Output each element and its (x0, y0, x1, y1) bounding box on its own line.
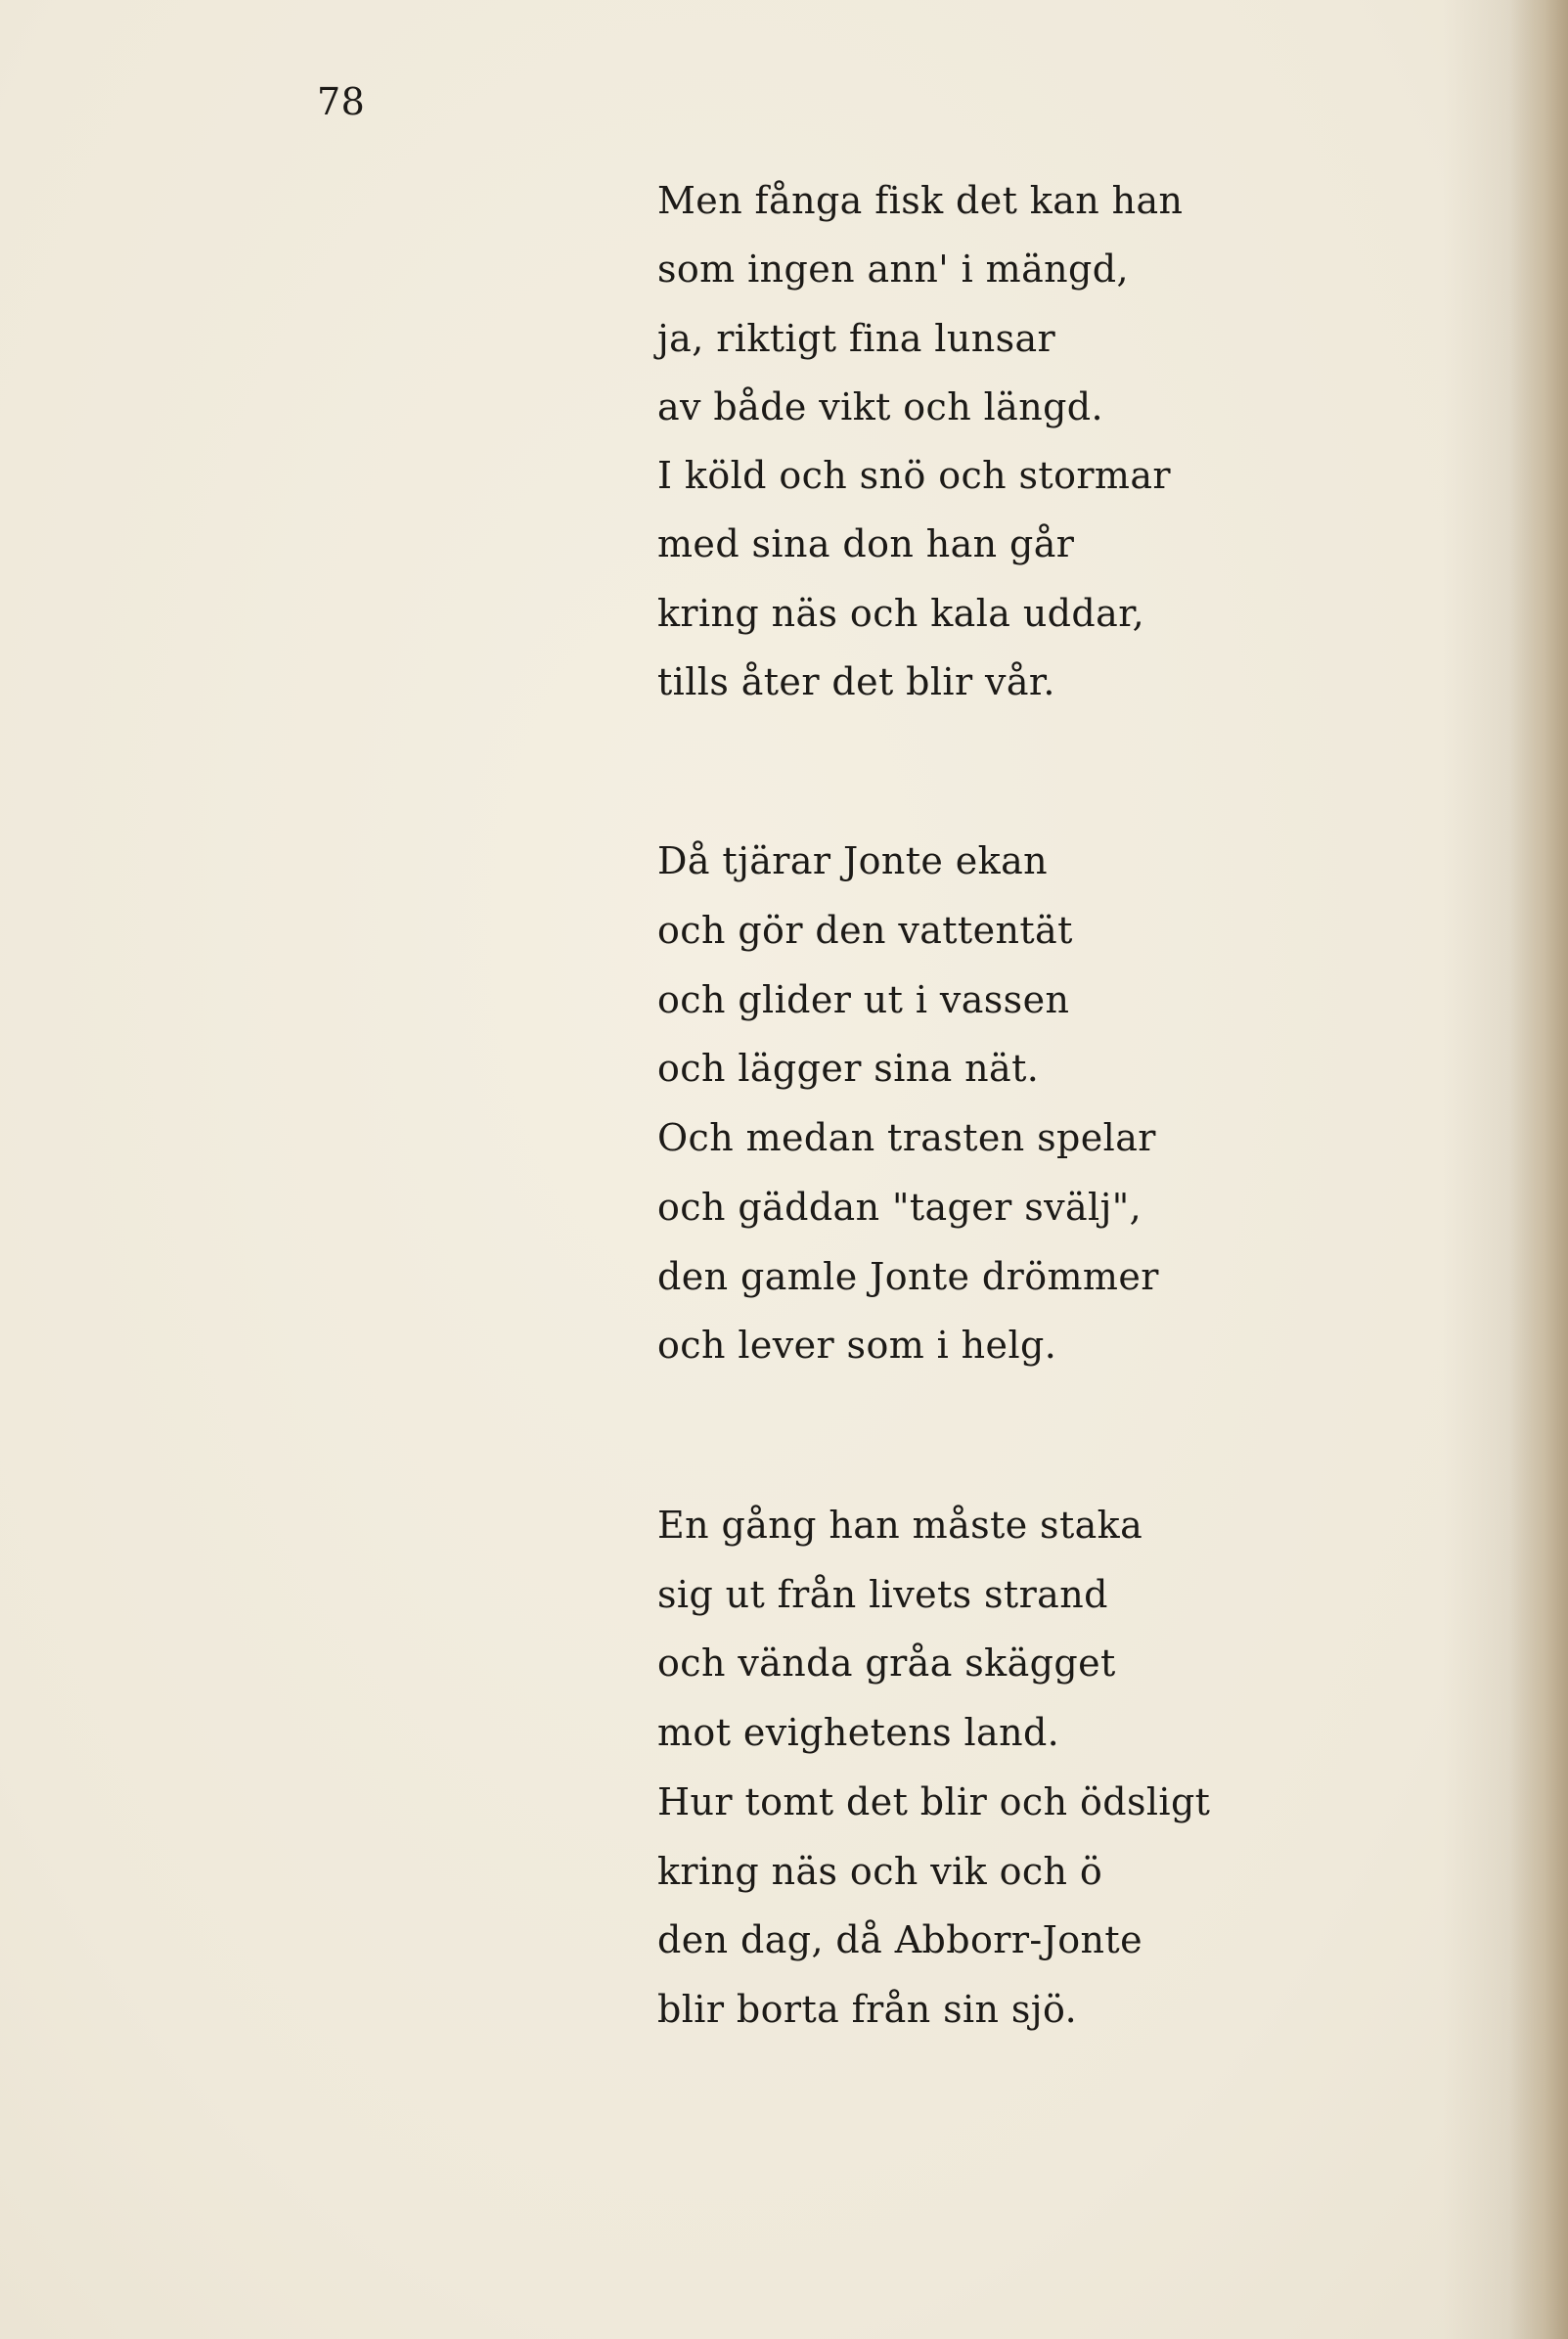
poem-line: och gäddan "tager svälj", (657, 1185, 1142, 1229)
page-number: 78 (317, 80, 366, 123)
stanza-1 (657, 166, 1283, 716)
stanza-2 (657, 827, 1283, 1380)
poem-line: av både vikt och längd. (657, 384, 1103, 428)
poem-line: den gamle Jonte drömmer (657, 1254, 1159, 1298)
poem-line: den dag, då Abborr-Jonte (657, 1918, 1142, 1962)
poem-line: I köld och snö och stormar (657, 454, 1171, 498)
poem-line: Då tjärar Jonte ekan (657, 839, 1049, 883)
poem-line: mot evighetens land. (657, 1711, 1060, 1755)
poem-line: Hur tomt det blir och ödsligt (657, 1779, 1211, 1823)
poem-line: och vända gråa skägget (657, 1642, 1116, 1686)
poem-line: sig ut från livets strand (657, 1572, 1108, 1616)
poem-line: kring näs och kala uddar, (657, 591, 1145, 635)
poem-line: och glider ut i vassen (657, 977, 1070, 1021)
poem-line: och lägger sina nät. (657, 1047, 1040, 1091)
stanza-3 (657, 1491, 1283, 2045)
poem-line: Men fånga fisk det kan han (657, 179, 1184, 222)
poem-line: med sina don han går (657, 522, 1075, 566)
poem-line: och gör den vattentät (657, 909, 1073, 953)
poem-line: som ingen ann' i mängd, (657, 247, 1129, 292)
page-gutter-shadow (1509, 0, 1568, 2339)
poem-line: blir borta från sin sjö. (657, 1987, 1078, 2031)
poem-line: och lever som i helg. (657, 1324, 1057, 1368)
poem-line: tills åter det blir vår. (657, 660, 1055, 704)
poem-line: ja, riktigt fina lunsar (657, 316, 1056, 360)
poem-line: En gång han måste staka (657, 1504, 1143, 1547)
poem (657, 166, 1283, 2045)
poem-line: kring näs och vik och ö (657, 1849, 1103, 1893)
poem-line: Och medan trasten spelar (657, 1116, 1156, 1160)
